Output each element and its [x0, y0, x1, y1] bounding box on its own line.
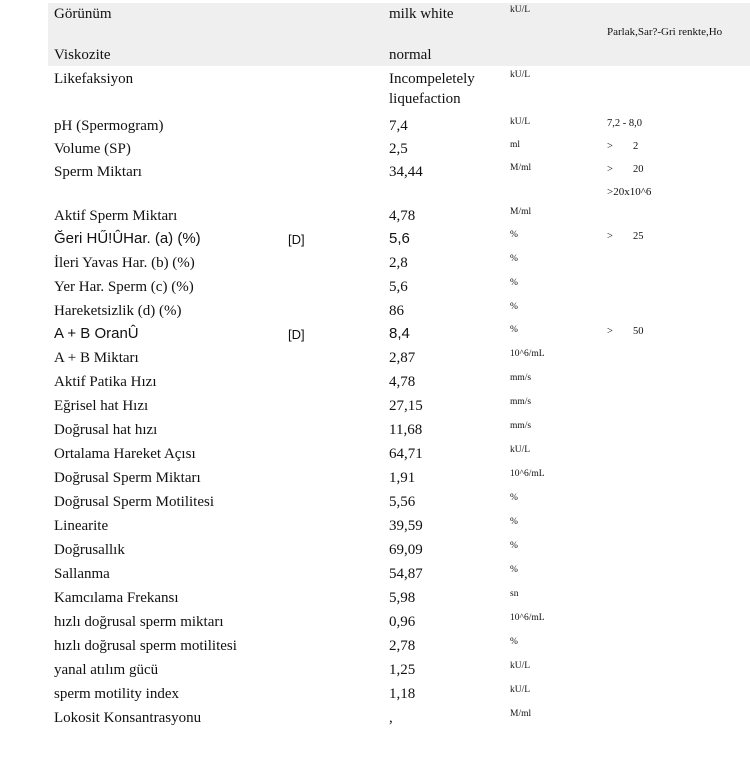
reference-value: 50 [633, 326, 644, 337]
result-value: 1,18 [389, 686, 416, 702]
table-row [48, 563, 750, 586]
reference-note: >20x10^6 [607, 186, 652, 198]
unit-label: kU/L [510, 70, 531, 80]
test-name: Doğrusal hat hızı [54, 422, 158, 438]
reference-value: 7,2 - 8,0 [607, 118, 642, 129]
test-name: Doğrusallık [54, 542, 125, 558]
test-name: pH (Spermogram) [54, 118, 164, 134]
table-row [48, 443, 750, 466]
unit-label: M/ml [510, 163, 532, 173]
test-name: A + B Miktarı [54, 350, 139, 366]
test-name: Doğrusal Sperm Motilitesi [54, 494, 214, 510]
flag-marker: [D] [288, 327, 305, 342]
test-name: yanal atılım gücü [54, 662, 159, 678]
result-value: 5,56 [389, 494, 416, 510]
reference-value: 2 [633, 141, 639, 152]
test-name: Görünüm [54, 6, 112, 22]
unit-label: M/ml [510, 207, 532, 217]
table-row [48, 491, 750, 514]
result-value: 5,6 [389, 230, 410, 247]
result-value: 1,91 [389, 470, 416, 486]
result-value: 86 [389, 303, 404, 319]
result-value: 8,4 [389, 325, 410, 342]
table-row [48, 276, 750, 299]
reference-range [607, 163, 644, 177]
test-name: Linearite [54, 518, 109, 534]
unit-label: % [510, 541, 518, 551]
table-row [48, 419, 750, 442]
result-value: Incompeletely liquefaction [389, 71, 475, 107]
test-name: Viskozite [54, 47, 111, 63]
test-name: Likefaksiyon [54, 71, 134, 87]
table-row [48, 611, 750, 634]
reference-range [607, 230, 644, 244]
result-value: 5,6 [389, 279, 408, 295]
unit-label: kU/L [510, 117, 531, 127]
unit-label: kU/L [510, 5, 531, 15]
unit-label: mm/s [510, 397, 532, 407]
reference-range [607, 117, 642, 131]
unit-label: kU/L [510, 685, 531, 695]
unit-label: % [510, 230, 518, 240]
unit-label: 10^6/mL [510, 469, 545, 479]
result-value: 4,78 [389, 374, 416, 390]
table-row [48, 347, 750, 370]
table-row [48, 683, 750, 706]
reference-operator: > [607, 141, 613, 152]
result-value: 54,87 [389, 566, 423, 582]
table-row [48, 3, 750, 44]
table-row [48, 115, 750, 137]
test-name: Lokosit Konsantrasyonu [54, 710, 202, 726]
result-value: 2,78 [389, 638, 416, 654]
unit-label: mm/s [510, 421, 532, 431]
table-row [48, 323, 750, 346]
reference-note: Parlak,Sar?-Gri renkte,Ho [607, 26, 723, 38]
test-name: Eğrisel hat Hızı [54, 398, 149, 414]
table-row [48, 539, 750, 562]
unit-label: % [510, 637, 518, 647]
unit-label: % [510, 517, 518, 527]
result-value: 7,4 [389, 118, 408, 134]
result-value: 11,68 [389, 422, 423, 438]
unit-label: % [510, 325, 518, 335]
unit-label: % [510, 278, 518, 288]
test-name: Ortalama Hareket Açısı [54, 446, 196, 462]
table-row [48, 205, 750, 228]
result-value: milk white [389, 6, 454, 22]
result-value: 0,96 [389, 614, 416, 630]
test-name: Sperm Miktarı [54, 164, 142, 180]
unit-label: ml [510, 140, 521, 150]
result-value: 2,87 [389, 350, 416, 366]
flag-marker: [D] [288, 232, 305, 247]
test-name: Hareketsizlik (d) (%) [54, 303, 182, 319]
unit-label: sn [510, 589, 519, 599]
test-name: Aktif Sperm Miktarı [54, 208, 178, 224]
result-value: 34,44 [389, 164, 423, 180]
test-name: Kamcılama Frekansı [54, 590, 179, 606]
result-value: 4,78 [389, 208, 416, 224]
unit-label: 10^6/mL [510, 613, 545, 623]
table-row [48, 161, 750, 205]
unit-label: % [510, 254, 518, 264]
unit-label: mm/s [510, 373, 532, 383]
reference-value: 25 [633, 231, 644, 242]
test-name: Aktif Patika Hızı [54, 374, 157, 390]
table-row [48, 467, 750, 490]
test-name: Sallanma [54, 566, 110, 582]
reference-range [607, 140, 638, 154]
table-row [48, 587, 750, 610]
table-row [48, 68, 750, 114]
unit-label: M/ml [510, 709, 532, 719]
reference-operator: > [607, 164, 613, 175]
result-value: 64,71 [389, 446, 423, 462]
test-name: A + B OranÛ [54, 325, 139, 342]
test-name: Doğrusal Sperm Miktarı [54, 470, 201, 486]
result-value: 39,59 [389, 518, 423, 534]
unit-label: % [510, 493, 518, 503]
test-name: hızlı doğrusal sperm motilitesi [54, 638, 237, 654]
result-value: 2,5 [389, 141, 408, 157]
unit-label: % [510, 302, 518, 312]
table-row [48, 659, 750, 682]
table-row [48, 252, 750, 275]
reference-range [607, 325, 644, 339]
table-row [48, 228, 750, 251]
result-value: 69,09 [389, 542, 423, 558]
test-name: Volume (SP) [54, 141, 131, 157]
unit-label: 10^6/mL [510, 349, 545, 359]
table-row [48, 707, 750, 730]
table-row [48, 44, 750, 66]
result-value: 1,25 [389, 662, 416, 678]
table-row [48, 138, 750, 160]
unit-label: % [510, 565, 518, 575]
result-value: , [389, 710, 393, 726]
result-value: 5,98 [389, 590, 416, 606]
reference-operator: > [607, 231, 613, 242]
table-row [48, 635, 750, 658]
result-value: 27,15 [389, 398, 423, 414]
result-value: normal [389, 47, 432, 63]
table-row [48, 300, 750, 323]
unit-label: kU/L [510, 445, 531, 455]
test-name: hızlı doğrusal sperm miktarı [54, 614, 224, 630]
test-name: sperm motility index [54, 686, 179, 702]
unit-label: kU/L [510, 661, 531, 671]
test-name: Ğeri HŰ!ÛHar. (a) (%) [54, 230, 201, 247]
result-value: 2,8 [389, 255, 408, 271]
table-row [48, 515, 750, 538]
reference-value: 20 [633, 164, 644, 175]
reference-operator: > [607, 326, 613, 337]
table-row [48, 395, 750, 418]
test-name: Yer Har. Sperm (c) (%) [54, 279, 194, 295]
table-row [48, 371, 750, 394]
test-name: İleri Yavas Har. (b) (%) [54, 255, 195, 271]
